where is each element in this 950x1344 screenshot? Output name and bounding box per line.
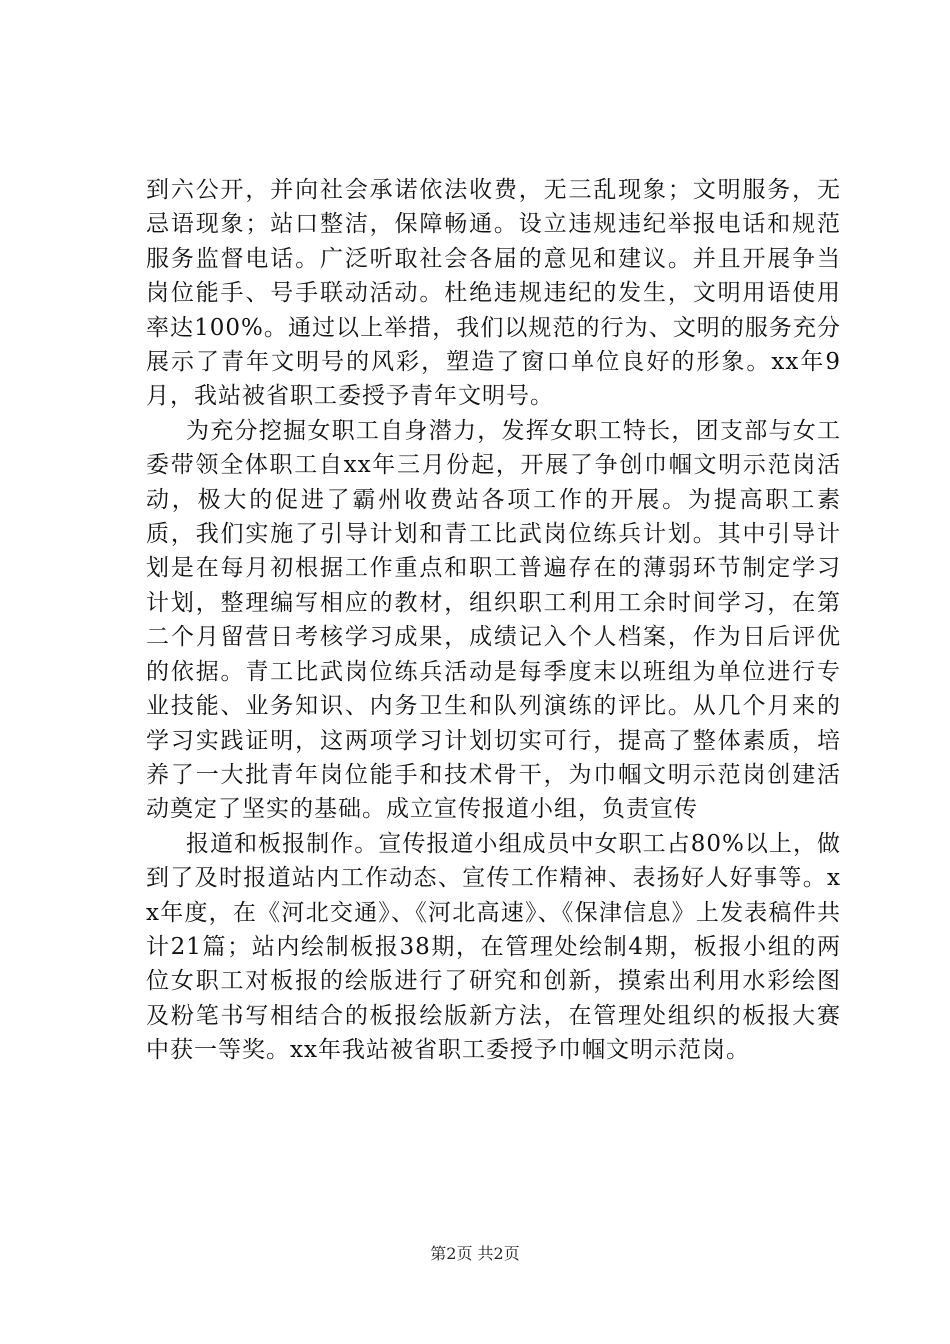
- document-body: [146, 173, 841, 1068]
- page-footer: 第2页 共2页: [430, 1244, 520, 1263]
- paragraph-2: 为充分挖掘女职工自身潜力，发挥女职工特长，团支部与女工委带领全体职工自xx年三月份起，开展了争创巾帼文明示范岗活动，极大的促进了霸州收费站各项工作的开展。为提高职工素质，我们实施了引导计划和青工比武岗位练兵计划。其中引导计划是在每月初根据工作重点和职工普遍存在的薄弱环节制定学习计划，整理编写相应的教材，组织职工利用工余时间学习，在第二个月留营日考核学习成果，成绩记入个人档案，作为日后评优的依据。青工比武岗位练兵活动是每季度末以班组为单位进行专业技能、业务知识、内务卫生和队列演练的评比。从几个月来的学习实践证明，这两项学习计划切实可行，提高了整体素质，培养了一大批青年岗位能手和技术骨干，为巾帼文明示范岗创建活动奠定了坚实的基础。成立宣传报道小组，负责宣传: [146, 417, 841, 823]
- paragraph-1: 到六公开，并向社会承诺依法收费，无三乱现象；文明服务，无忌语现象；站口整洁，保障畅通。设立违规违纪举报电话和规范服务监督电话。广泛听取社会各届的意见和建议。并且开展争当岗位能手、号手联动活动。杜绝违规违纪的发生，文明用语使用率达100%。通过以上举措，我们以规范的行为、文明的服务充分展示了青年文明号的风彩，塑造了窗口单位良好的形象。xx年9月，我站被省职工委授予青年文明号。: [146, 177, 841, 410]
- paragraph-3: 报道和板报制作。宣传报道小组成员中女职工占80%以上，做到了及时报道站内工作动态、宣传工作精神、表扬好人好事等。xx年度，在《河北交通》、《河北高速》、《保津信息》上发表稿件共计21篇；站内绘制板报38期，在管理处绘制4期，板报小组的两位女职工对板报的绘版进行了研究和创新，摸索出利用水彩绘图及粉笔书写相结合的板报绘版新方法，在管理处组织的板报大赛中获一等奖。xx年我站被省职工委授予巾帼文明示范岗。: [146, 830, 841, 1064]
